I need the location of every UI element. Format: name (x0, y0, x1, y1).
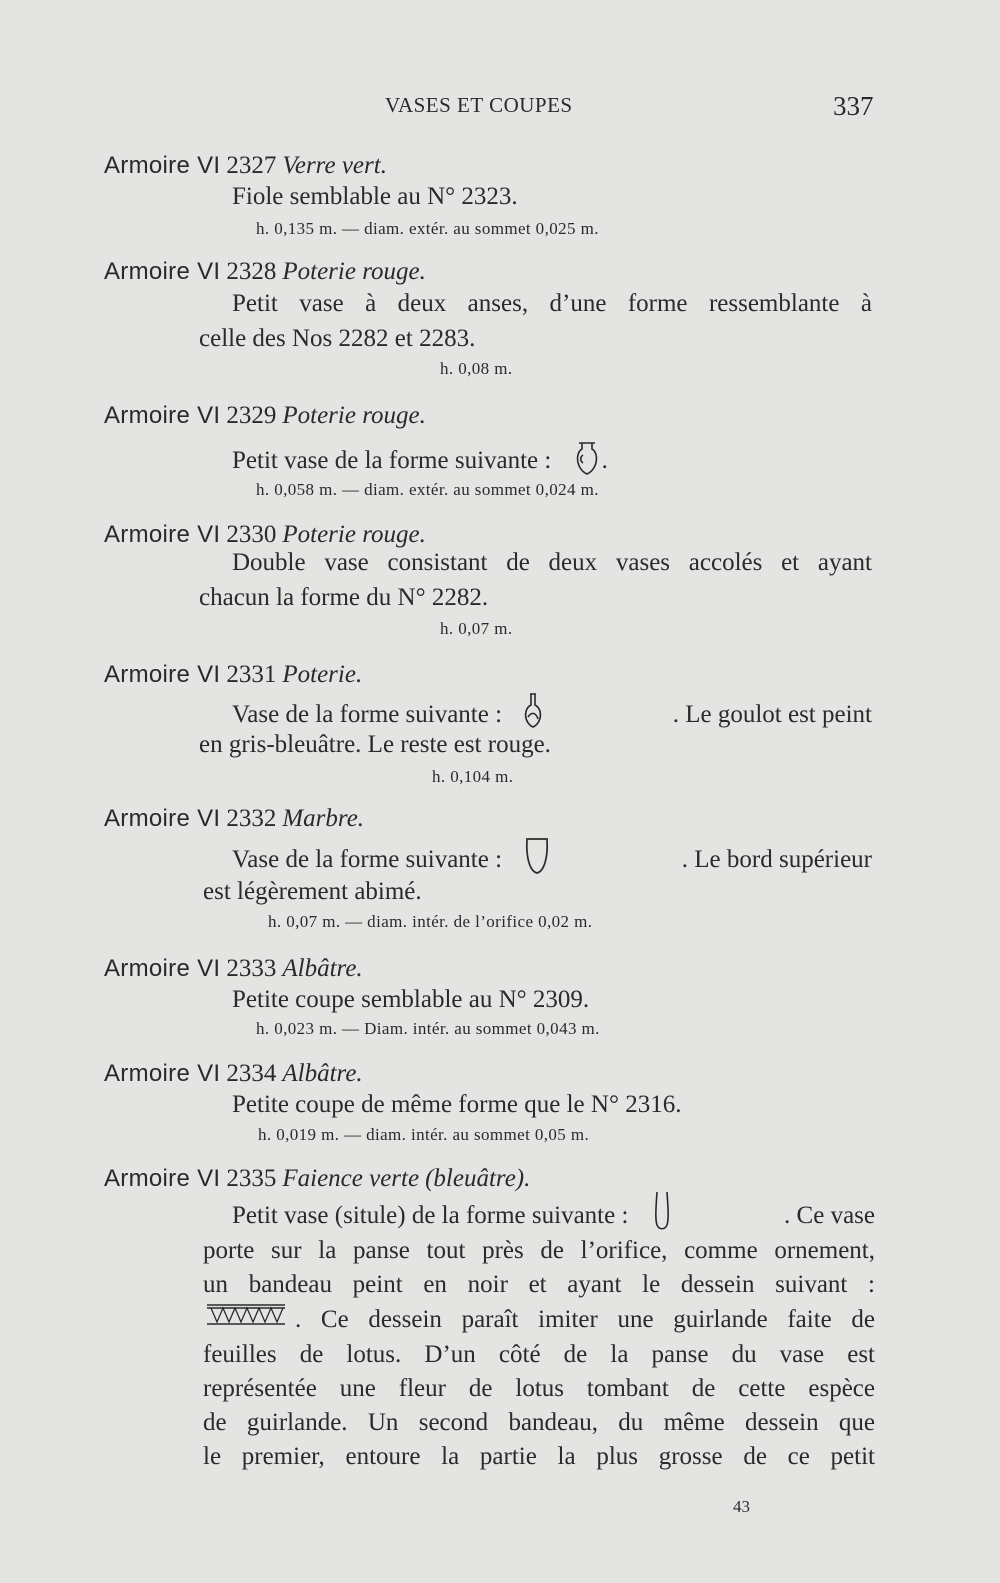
entry-number: 2328 (226, 258, 277, 285)
entry-description-line: celle des Nos 2282 et 2283. (199, 325, 476, 352)
entry-heading (104, 152, 387, 180)
cup-vase-icon (522, 835, 552, 884)
entry-number: 2327 (226, 152, 277, 179)
paragraph-line: de guirlande. Un second bandeau, du même dessein que (203, 1409, 875, 1436)
entry-dimensions: h. 0,07 m. (440, 619, 513, 638)
paragraph-line (203, 1302, 875, 1338)
entry-number: 2331 (226, 661, 277, 688)
entry-heading (104, 805, 364, 833)
entry-material: Poterie rouge. (282, 402, 426, 429)
entry-number: 2335 (226, 1165, 277, 1192)
entry-number: 2329 (226, 402, 277, 429)
lotus-garland-icon (203, 1302, 291, 1338)
paragraph-line: représentée une fleur de lotus tombant de cette espèce (203, 1375, 875, 1402)
entry-dimensions: h. 0,104 m. (432, 767, 514, 786)
paragraph-line: feuilles de lotus. D’un côté de la panse du vase est (203, 1341, 875, 1368)
armoire-label: Armoire VI (104, 258, 221, 285)
entry-number: 2332 (226, 805, 277, 832)
entry-dimensions: h. 0,08 m. (440, 359, 513, 378)
paragraph-text: . Ce dessein paraît imiter une guirlande faite de (295, 1306, 875, 1333)
paragraph-line: le premier, entoure la partie la plus grosse de ce petit (203, 1443, 875, 1470)
paragraph-line (203, 1198, 875, 1234)
entry-description: Petite coupe de même forme que le N° 2316. (232, 1091, 682, 1118)
paragraph-line: un bandeau peint en noir et ayant le dessein suivant : (203, 1271, 875, 1298)
paragraph-text: Petit vase (situle) de la forme suivante : (232, 1202, 629, 1229)
entry-description-line: Petit vase à deux anses, d’une forme ressemblante à (232, 290, 872, 317)
page-number: 337 (833, 91, 874, 121)
entry-material-note: (bleuâtre). (425, 1165, 531, 1192)
entry-dimensions: h. 0,135 m. — diam. extér. au sommet 0,025 m. (256, 219, 599, 238)
entry-dimensions: h. 0,058 m. — diam. extér. au sommet 0,024 m. (256, 480, 599, 499)
armoire-label: Armoire VI (104, 805, 221, 832)
armoire-label: Armoire VI (104, 521, 221, 548)
entry-number: 2330 (226, 521, 277, 548)
entry-description: Petite coupe semblable au N° 2309. (232, 986, 590, 1013)
armoire-label: Armoire VI (104, 152, 221, 179)
entry-paragraph (203, 1198, 875, 1474)
entry-description-line: est légèrement abimé. (203, 878, 422, 905)
entry-dimensions: h. 0,07 m. — diam. intér. de l’orifice 0,02 m. (268, 912, 593, 931)
entry-number: 2334 (226, 1060, 277, 1087)
entry-material: Poterie rouge. (282, 258, 426, 285)
armoire-label: Armoire VI (104, 661, 221, 688)
entry-heading (104, 258, 426, 286)
entry-heading (104, 661, 362, 689)
entry-dimensions: h. 0,019 m. — diam. intér. au sommet 0,05 m. (258, 1125, 590, 1144)
armoire-label: Armoire VI (104, 402, 221, 429)
entry-heading (104, 402, 426, 430)
entry-description: Vase de la forme suivante : (232, 845, 503, 873)
entry-description: Petit vase de la forme suivante : (232, 447, 552, 475)
entry-heading (104, 1060, 363, 1088)
entry-description-line (232, 835, 872, 884)
entry-material: Poterie rouge. (282, 521, 426, 548)
entry-description-line: en gris-bleuâtre. Le reste est rouge. (199, 731, 551, 758)
signature-mark: 43 (733, 1497, 750, 1516)
entry-description-line: Petit vase de la forme suivante : . (232, 439, 608, 486)
entry-material: Poterie. (282, 661, 363, 688)
entry-description: Fiole semblable au N° 2323. (232, 183, 518, 210)
paragraph-line: porte sur la panse tout près de l’orifice, comme ornement, (203, 1237, 875, 1264)
entry-material: Marbre. (282, 805, 365, 832)
entry-description-line: chacun la forme du N° 2282. (199, 584, 489, 611)
armoire-label: Armoire VI (104, 1165, 221, 1192)
entry-description-line: Double vase consistant de deux vases accolés et ayant (232, 549, 872, 576)
entry-material: Albâtre. (282, 1060, 363, 1087)
entry-heading (104, 521, 426, 549)
entry-description: Vase de la forme suivante : (232, 700, 503, 728)
entry-material: Albâtre. (282, 955, 363, 982)
armoire-label: Armoire VI (104, 955, 221, 982)
entry-description-cont: . Le bord supérieur (681, 845, 872, 873)
entry-material: Faience verte (282, 1165, 420, 1192)
armoire-label: Armoire VI (104, 1060, 221, 1087)
entry-material: Verre vert. (282, 152, 387, 179)
small-jug-icon (572, 439, 602, 486)
entry-number: 2333 (226, 955, 277, 982)
entry-dimensions: h. 0,023 m. — Diam. intér. au sommet 0,043 m. (256, 1019, 600, 1038)
entry-heading (104, 955, 363, 983)
paragraph-text: . Ce vase (784, 1202, 875, 1229)
running-title: VASES ET COUPES (385, 93, 573, 117)
entry-description-cont: . Le goulot est peint (672, 700, 872, 728)
